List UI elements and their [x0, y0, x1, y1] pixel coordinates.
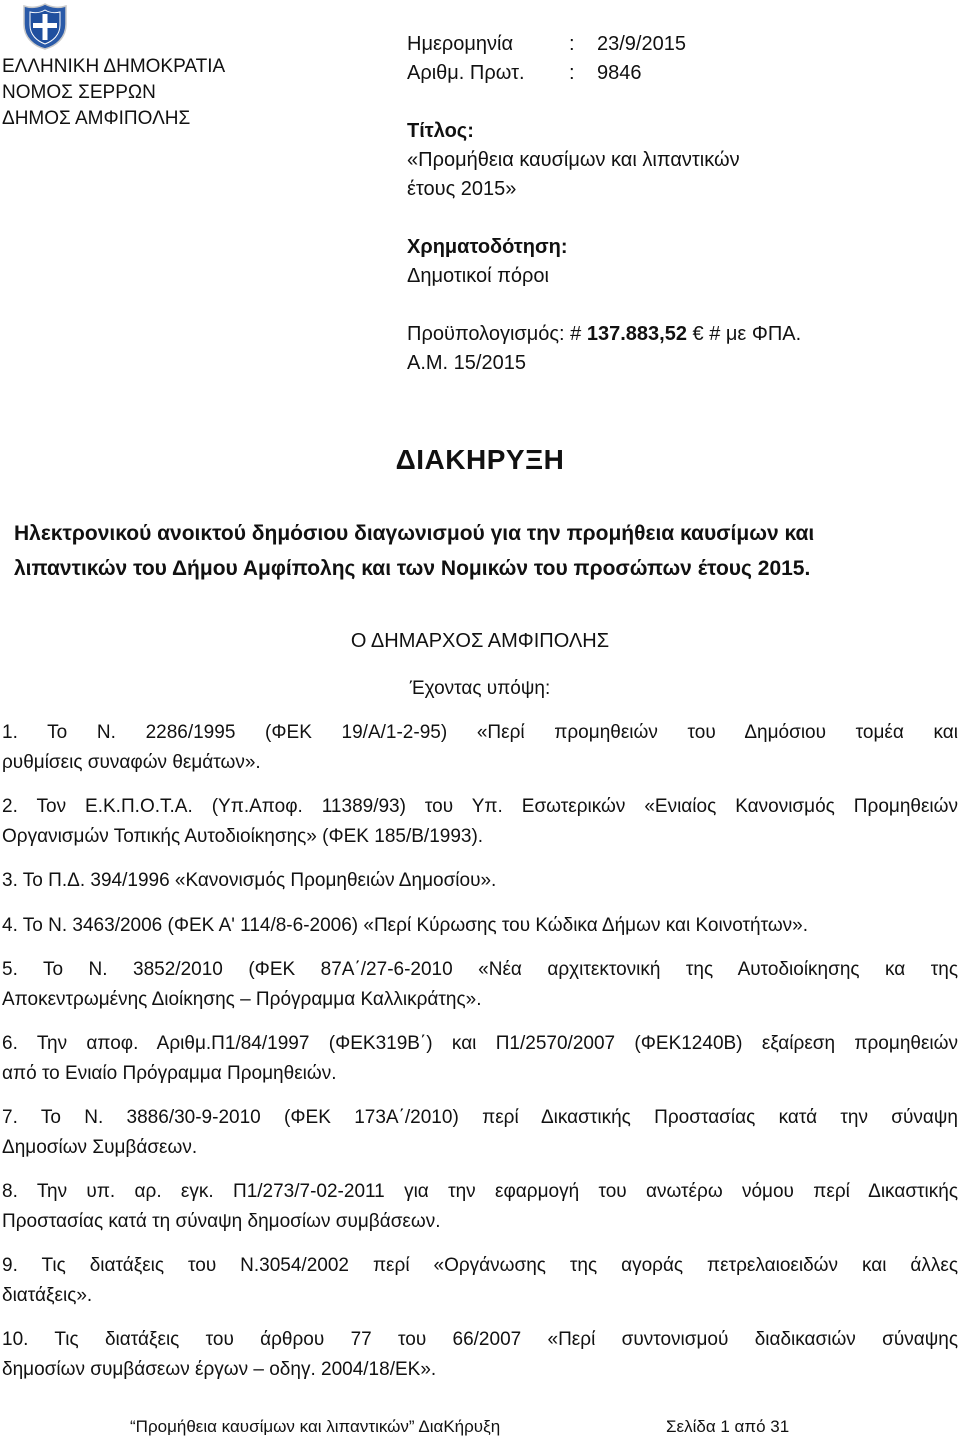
footer-title: “Προμήθεια καυσίμων και λιπαντικών” ΔιαΚήρυξη: [130, 1417, 501, 1436]
list-item-line: 6. Την αποφ. Αριθμ.Π1/84/1997 (ΦΕΚ319Β΄) και Π1/2570/2007 (ΦΕΚ1240Β) εξαίρεση προμηθειών: [2, 1033, 958, 1054]
am-number: Α.Μ. 15/2015: [407, 352, 526, 374]
greek-coat-of-arms-icon: [22, 2, 68, 50]
issuer-municipality: ΔΗΜΟΣ ΑΜΦΙΠΟΛΗΣ: [2, 108, 191, 129]
list-item: [2, 1325, 958, 1384]
title-line-1: «Προμήθεια καυσίμων και λιπαντικών: [407, 149, 740, 171]
list-item: [2, 718, 958, 777]
protocol-separator: :: [569, 62, 575, 84]
budget-suffix: € # με ΦΠΑ.: [692, 323, 802, 345]
mayor-heading: Ο ΔΗΜΑΡΧΟΣ ΑΜΦΙΠΟΛΗΣ: [350, 630, 610, 652]
legal-basis-list: [2, 718, 958, 1399]
budget-label: Προϋπολογισμός: #: [407, 323, 582, 345]
list-item: [2, 792, 958, 851]
page-number: Σελίδα 1 από 31: [666, 1417, 790, 1436]
list-item-line: Αποκεντρωμένης Διοίκησης – Πρόγραμμα Καλλικράτης».: [2, 988, 482, 1010]
list-item: [2, 1029, 958, 1088]
funding-label: Χρηματοδότηση:: [407, 236, 568, 258]
list-item-line: Οργανισμών Τοπικής Αυτοδιοίκησης» (ΦΕΚ 185/Β/1993).: [2, 825, 484, 847]
list-item-line: 1. Το Ν. 2286/1995 (ΦΕΚ 19/Α/1-2-95) «Περί προμηθειών του Δημόσιου τομέα και: [2, 722, 958, 743]
list-item: [2, 1103, 958, 1162]
list-item: [2, 1251, 958, 1310]
list-item-line: 4. Το Ν. 3463/2006 (ΦΕΚ Α' 114/8-6-2006) «Περί Κύρωσης του Κώδικα Δήμων και Κοινοτήτων».: [2, 914, 809, 936]
title-line-2: έτους 2015»: [407, 178, 517, 200]
list-item-line: Προστασίας κατά τη σύναψη δημοσίων συμβάσεων.: [2, 1210, 441, 1232]
list-item-line: από το Ενιαίο Πρόγραμμα Προμηθειών.: [2, 1062, 337, 1084]
list-item: [2, 955, 958, 1014]
list-item: [2, 1177, 958, 1236]
budget-amount: 137.883,52: [586, 323, 687, 345]
date-label: Ημερομηνία: [407, 33, 514, 55]
document-metadata: [407, 30, 947, 378]
document-subtitle: [14, 516, 954, 586]
having-regard: Έχοντας υπόψη:: [409, 678, 551, 699]
list-item-line: 2. Τον Ε.Κ.Π.Ο.Τ.Α. (Υπ.Αποφ. 11389/93) του Υπ. Εσωτερικών «Ενιαίος Κανονισμός Προμηθειών: [2, 796, 958, 817]
list-item: [2, 866, 958, 896]
title-label: Τίτλος:: [407, 120, 474, 142]
protocol-label: Αριθμ. Πρωτ.: [407, 62, 525, 84]
list-item-line: 10. Τις διατάξεις του άρθρου 77 του 66/2007 «Περί συντονισμού διαδικασιών σύναψης: [2, 1329, 958, 1350]
funding-value: Δημοτικοί πόροι: [407, 265, 549, 287]
issuer-block: [2, 54, 225, 132]
date-row: [407, 30, 947, 59]
date-value: 23/9/2015: [597, 33, 686, 55]
subtitle-line-2: λιπαντικών του Δήμου Αμφίπολης και των Νομικών του προσώπων έτους 2015.: [14, 557, 811, 580]
list-item-line: 5. Το Ν. 3852/2010 (ΦΕΚ 87Α΄/27-6-2010 «Νέα αρχιτεκτονική της Αυτοδιοίκησης κα της: [2, 959, 958, 980]
issuer-country: ΕΛΛΗΝΙΚΗ ΔΗΜΟΚΡΑΤΙΑ: [2, 56, 226, 77]
issuer-prefecture: ΝΟΜΟΣ ΣΕΡΡΩΝ: [2, 82, 156, 103]
date-separator: :: [569, 33, 575, 55]
list-item-line: διατάξεις».: [2, 1284, 93, 1306]
protocol-value: 9846: [597, 62, 642, 84]
list-item-line: 9. Τις διατάξεις του Ν.3054/2002 περί «Οργάνωσης της αγοράς πετρελαιοειδών και άλλες: [2, 1255, 958, 1276]
list-item-line: Δημοσίων Συμβάσεων.: [2, 1136, 198, 1158]
document-title: ΔΙΑΚΗΡΥΞΗ: [395, 444, 565, 475]
list-item-line: 3. Το Π.Δ. 394/1996 «Κανονισμός Προμηθειών Δημοσίου».: [2, 870, 497, 891]
list-item-line: 7. Το Ν. 3886/30-9-2010 (ΦΕΚ 173Α΄/2010) περί Δικαστικής Προστασίας κατά την σύναψη: [2, 1107, 958, 1128]
list-item-line: ρυθμίσεις συναφών θεμάτων».: [2, 751, 261, 773]
subtitle-line-1: Ηλεκτρονικού ανοικτού δημόσιου διαγωνισμού για την προμήθεια καυσίμων και: [14, 522, 815, 545]
list-item: [2, 911, 958, 941]
protocol-row: [407, 59, 947, 88]
budget-row: [407, 320, 947, 349]
list-item-line: δημοσίων συμβάσεων έργων – οδηγ. 2004/18/ΕΚ».: [2, 1358, 437, 1380]
list-item-line: 8. Την υπ. αρ. εγκ. Π1/273/7-02-2011 για την εφαρμογή του ανωτέρω νόμου περί Δικαστικής: [2, 1181, 958, 1202]
